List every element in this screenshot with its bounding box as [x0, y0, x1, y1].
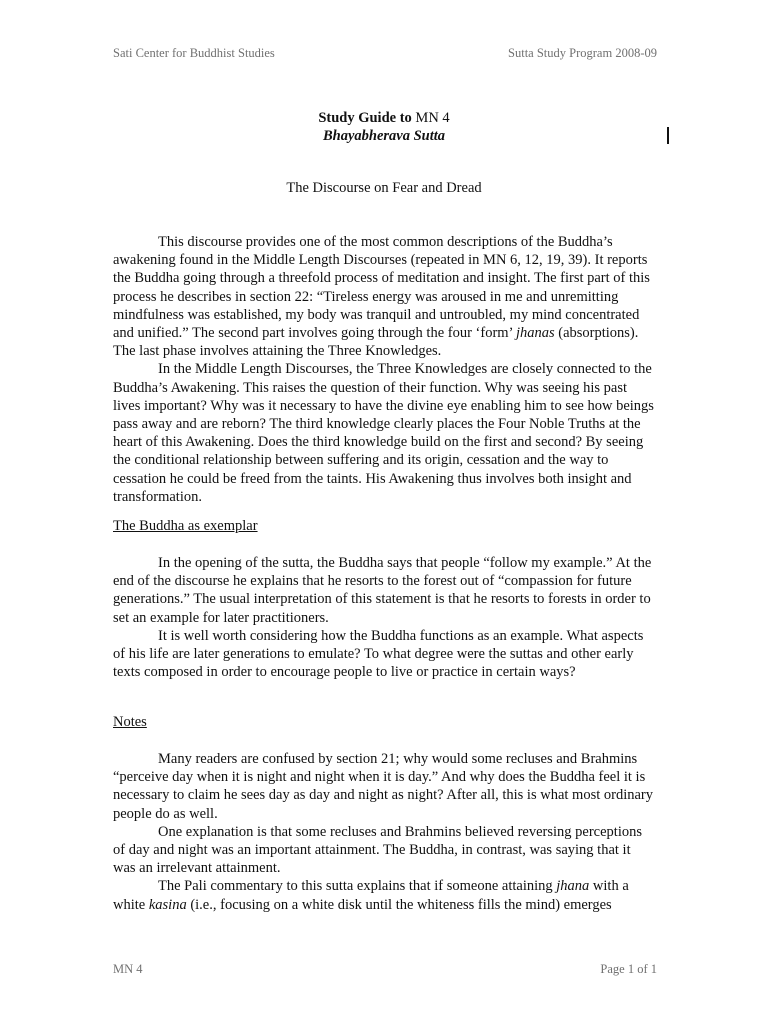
intro-p1-emphasis: jhanas	[515, 325, 555, 342]
title-sutta-name: Bhayabherava Sutta	[322, 128, 446, 144]
exemplar-section	[113, 554, 655, 681]
document-title	[0, 109, 768, 145]
exemplar-paragraph-2: It is well worth considering how the Buddha functions as an example. What aspects of his life are later generations to emulate? To what degree were the suttas and other early texts composed in order to encourage people to live or practice in certain ways?	[113, 627, 644, 681]
notes-paragraph-1: Many readers are confused by section 21; why would some recluses and Brahmins “perceive day when it is night and night when it is day.” And why does the Buddha feel it is necessary to claim he sees day as day and night as night? After all, this is what most ordinary people do as well.	[113, 751, 653, 822]
running-footer-left: MN 4	[113, 962, 143, 976]
running-header-right: Sutta Study Program 2008-09	[508, 46, 657, 60]
notes-paragraph-3	[113, 877, 655, 913]
intro-p1-end: (absorptions). The last phase involves attaining the Three Knowledges.	[113, 325, 639, 360]
section-heading-notes: Notes	[113, 714, 147, 730]
notes-section	[113, 750, 655, 914]
intro-p1-text: This discourse provides one of the most common descriptions of the Buddha’s awakening found in the Middle Length Discourses (repeated in MN 6, 12, 19, 39). It reports the Buddha going through a threefold process of meditation and insight. The first part of this process he describes in section 22: “Tireless energy was aroused in me and unremitting mindfulness was established, my body was tranquil and untroubled, my mind concentrated and unified.” The second part involves going through the four ‘form’	[113, 234, 650, 342]
page-number: Page 1 of 1	[600, 962, 657, 976]
notes-p3-emphasis-2: kasina	[148, 896, 187, 913]
running-header-left: Sati Center for Buddhist Studies	[113, 46, 275, 60]
document-subtitle: The Discourse on Fear and Dread	[286, 180, 482, 196]
intro-section	[113, 233, 655, 506]
notes-p3-b: with a white	[113, 878, 629, 913]
title-prefix: Study Guide to	[318, 110, 412, 126]
section-heading-exemplar: The Buddha as exemplar	[113, 518, 258, 534]
exemplar-paragraph-1: In the opening of the sutta, the Buddha says that people “follow my example.” At the end of the discourse he explains that he resorts to the forest out of “compassion for future generations.” The usual interpretation of this statement is that he resorts to forests in order to set an example for later practitioners.	[113, 555, 652, 626]
notes-p3-emphasis-1: jhana	[556, 878, 590, 895]
notes-p3-c: (i.e., focusing on a white disk until the whiteness fills the mind) emerges	[186, 896, 612, 913]
notes-paragraph-2: One explanation is that some recluses and Brahmins believed reversing perceptions of day and night was an important attainment. The Buddha, in contrast, was saying that it was an irrelevant attainment.	[113, 823, 642, 877]
notes-p3-a: The Pali commentary to this sutta explains that if someone attaining	[158, 878, 557, 895]
intro-paragraph-2: In the Middle Length Discourses, the Three Knowledges are closely connected to the Buddha’s Awakening. This raises the question of their function. Why was seeing his past lives important? Why was it necessary to have the divine eye enabling him to see how beings pass away and are reborn? The third knowledge clearly places the Four Noble Truths at the heart of this Awakening. Does the third knowledge build on the first and second? By seeing the conditional relationship between suffering and its origin, cessation and the way to cessation he could be freed from the taints. His Awakening thus involves both insight and transformation.	[113, 361, 654, 505]
title-code: MN 4	[415, 110, 450, 126]
intro-paragraph-1	[113, 233, 655, 360]
